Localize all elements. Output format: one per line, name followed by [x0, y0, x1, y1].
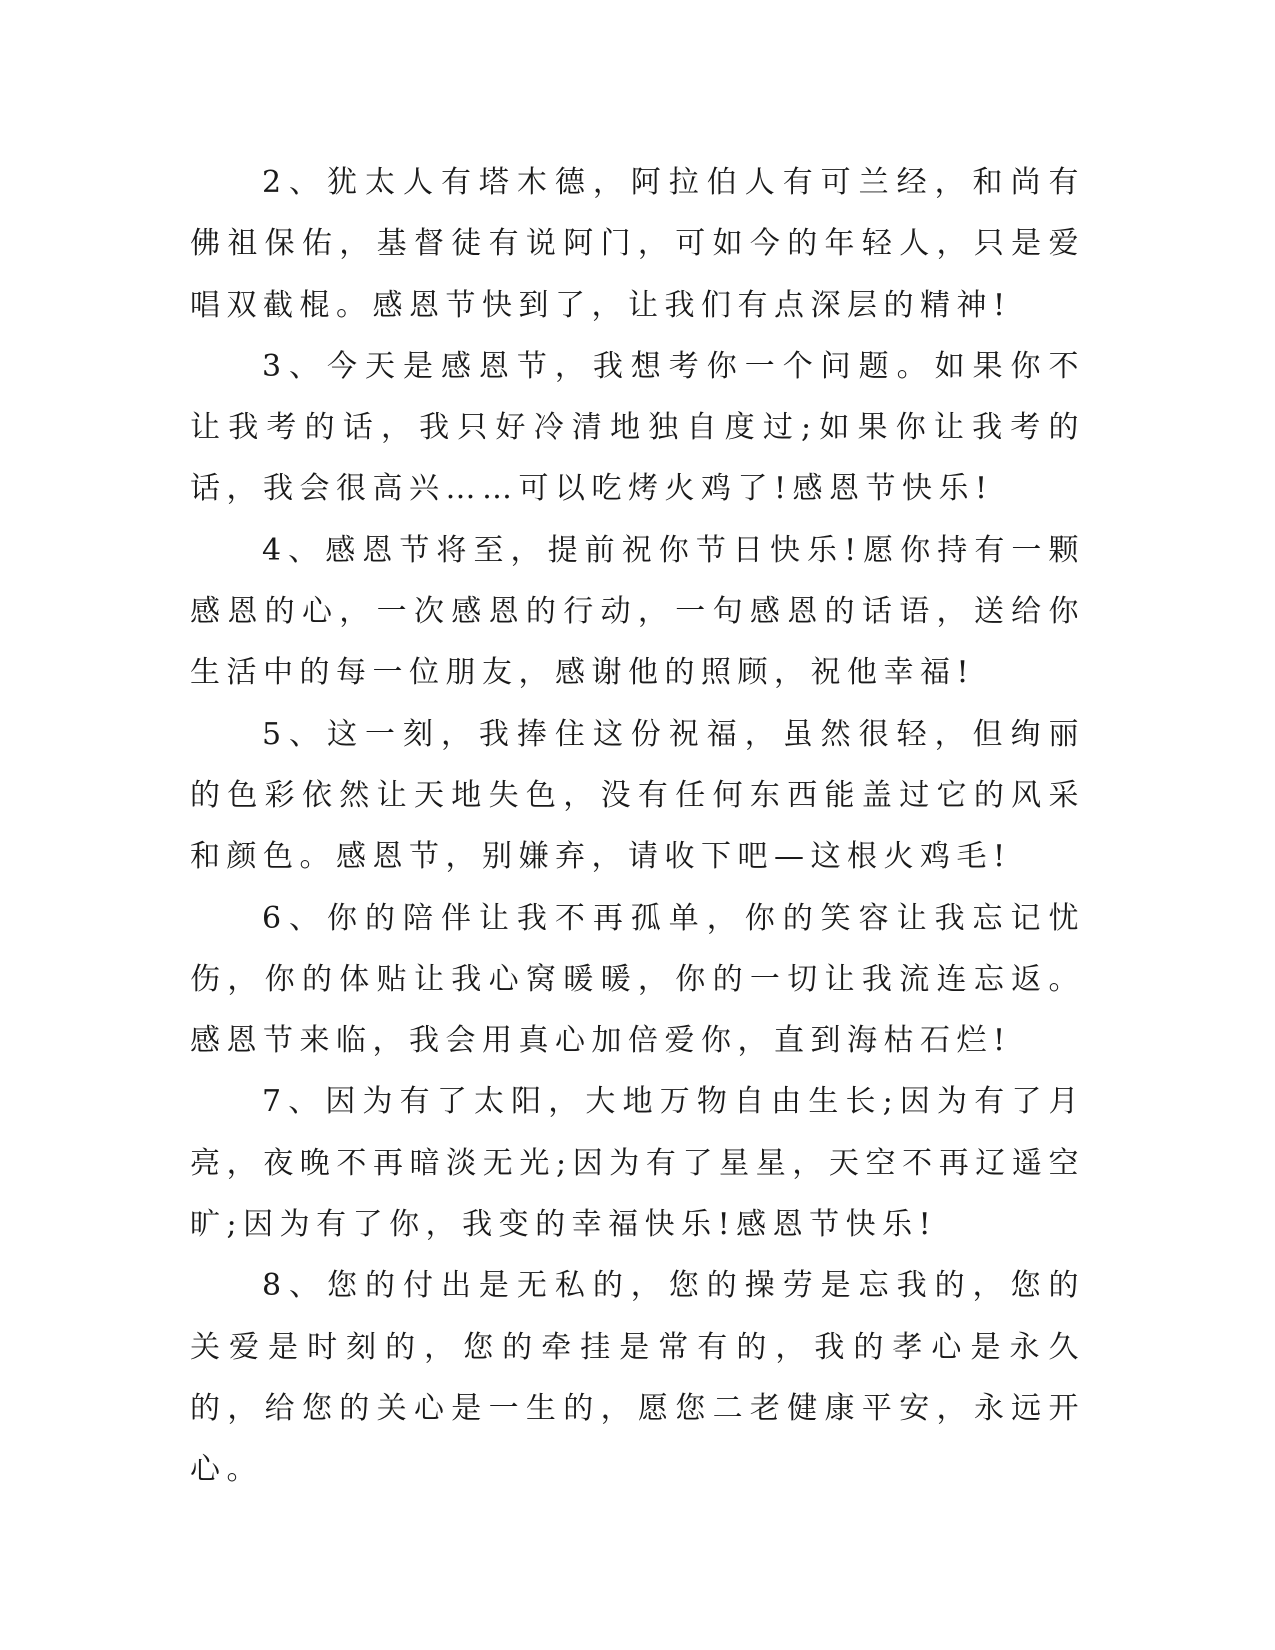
- paragraph-7: 7、因为有了太阳，大地万物自由生长;因为有了月亮，夜晚不再暗淡无光;因为有了星星，天空不再辽遥空旷;因为有了你，我变的幸福快乐!感恩节快乐!: [190, 1084, 1085, 1243]
- paragraph-5: 5、这一刻，我捧住这份祝福，虽然很轻，但绚丽的色彩依然让天地失色，没有任何东西能盖过它的风采和颜色。感恩节，别嫌弃，请收下吧—这根火鸡毛!: [190, 716, 1085, 875]
- paragraph-3: 3、今天是感恩节，我想考你一个问题。如果你不让我考的话，我只好冷清地独自度过;如果你让我考的话，我会很高兴……可以吃烤火鸡了!感恩节快乐!: [190, 348, 1085, 507]
- paragraph-4: 4、感恩节将至，提前祝你节日快乐!愿你持有一颗感恩的心，一次感恩的行动，一句感恩的话语，送给你生活中的每一位朋友，感谢他的照顾，祝他幸福!: [190, 532, 1085, 691]
- paragraph-8: 8、您的付出是无私的，您的操劳是忘我的，您的关爱是时刻的，您的牵挂是常有的，我的孝心是永久的，给您的关心是一生的，愿您二老健康平安，永远开心。: [190, 1268, 1085, 1488]
- paragraph-6: 6、你的陪伴让我不再孤单，你的笑容让我忘记忧伤，你的体贴让我心窝暖暖，你的一切让我流连忘返。感恩节来临，我会用真心加倍爱你，直到海枯石烂!: [190, 900, 1085, 1059]
- document-body: [190, 152, 1085, 1501]
- paragraph-2: 2、犹太人有塔木德，阿拉伯人有可兰经，和尚有佛祖保佑，基督徒有说阿门，可如今的年轻人，只是爱唱双截棍。感恩节快到了，让我们有点深层的精神!: [190, 165, 1085, 323]
